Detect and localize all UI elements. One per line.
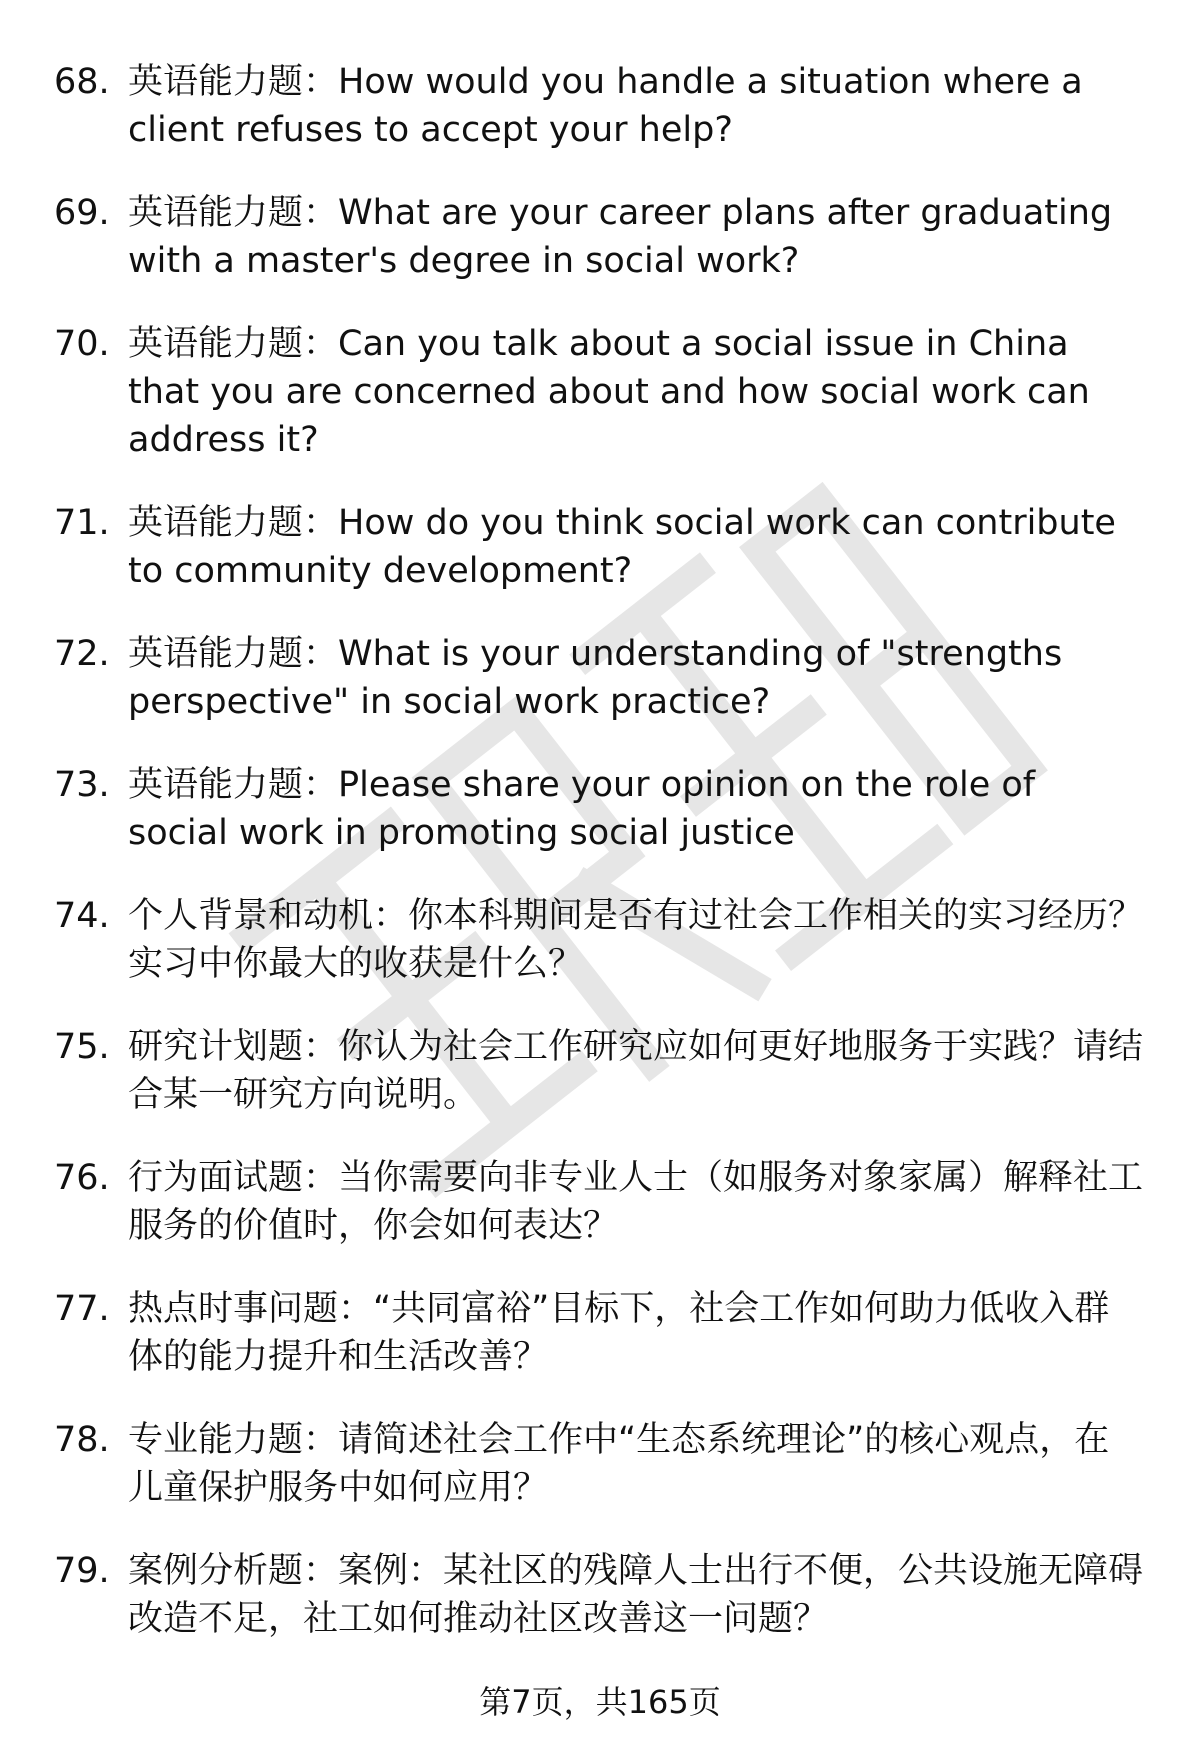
question-number: 75. (54, 1027, 110, 1067)
question-category: 英语能力题： (128, 62, 339, 102)
question-list (54, 58, 1144, 1678)
question-body (128, 1416, 1144, 1512)
question-body (128, 58, 1144, 154)
question-number: 70. (54, 324, 110, 364)
question-text: 案例：某社区的残障人士出行不便，公共设施无障碍改造不足，社工如何推动社区改善这一问题？ (128, 1551, 1144, 1639)
question-category: 行为面试题： (128, 1158, 339, 1198)
question-text: Can you talk about a social issue in China that you are concerned about and how social work can address it? (128, 324, 1090, 460)
question-text: 你本科期间是否有过社会工作相关的实习经历？实习中你最大的收获是什么？ (128, 896, 1144, 984)
question-item-70 (54, 320, 1144, 464)
question-item-75 (54, 1023, 1144, 1119)
question-number: 71. (54, 503, 110, 543)
question-item-79 (54, 1547, 1144, 1643)
question-number: 76. (54, 1158, 110, 1198)
question-body (128, 1285, 1144, 1381)
question-category: 英语能力题： (128, 324, 339, 364)
question-item-76 (54, 1154, 1144, 1250)
question-body (128, 189, 1144, 285)
question-body (128, 1547, 1144, 1643)
question-number: 77. (54, 1289, 110, 1329)
question-item-73 (54, 761, 1144, 857)
question-text: 请简述社会工作中“生态系统理论”的核心观点，在儿童保护服务中如何应用？ (128, 1420, 1110, 1508)
question-category: 专业能力题： (128, 1420, 339, 1460)
question-number: 79. (54, 1551, 110, 1591)
question-text: “共同富裕”目标下，社会工作如何助力低收入群体的能力提升和生活改善？ (128, 1289, 1110, 1377)
question-body (128, 1023, 1144, 1119)
question-number: 69. (54, 193, 110, 233)
question-item-72 (54, 630, 1144, 726)
question-body (128, 499, 1144, 595)
question-category: 案例分析题： (128, 1551, 339, 1591)
question-category: 英语能力题： (128, 634, 339, 674)
question-body (128, 1154, 1144, 1250)
question-body (128, 761, 1144, 857)
question-category: 英语能力题： (128, 765, 339, 805)
question-item-78 (54, 1416, 1144, 1512)
question-body (128, 320, 1144, 464)
question-item-71 (54, 499, 1144, 595)
question-item-74 (54, 892, 1144, 988)
question-category: 热点时事问题： (128, 1289, 374, 1329)
question-text: Please share your opinion on the role of social work in promoting social justice (128, 765, 1036, 853)
question-category: 英语能力题： (128, 503, 339, 543)
question-text: How would you handle a situation where a client refuses to accept your help? (128, 62, 1083, 150)
question-number: 68. (54, 62, 110, 102)
question-text: 当你需要向非专业人士（如服务对象家属）解释社工服务的价值时，你会如何表达？ (128, 1158, 1144, 1246)
question-text: 你认为社会工作研究应如何更好地服务于实践？请结合某一研究方向说明。 (128, 1027, 1144, 1115)
question-text: What is your understanding of "strengths perspective" in social work practice? (128, 634, 1063, 722)
question-body (128, 892, 1144, 988)
question-number: 74. (54, 896, 110, 936)
page-footer: 第7页，共165页 (479, 1683, 721, 1721)
question-number: 72. (54, 634, 110, 674)
question-number: 73. (54, 765, 110, 805)
question-item-77 (54, 1285, 1144, 1381)
question-text: How do you think social work can contribute to community development? (128, 503, 1116, 591)
question-category: 研究计划题： (128, 1027, 339, 1067)
question-text: What are your career plans after graduating with a master's degree in social work? (128, 193, 1113, 281)
question-category: 个人背景和动机： (128, 896, 409, 936)
question-item-68 (54, 58, 1144, 154)
question-number: 78. (54, 1420, 110, 1460)
question-category: 英语能力题： (128, 193, 339, 233)
question-item-69 (54, 189, 1144, 285)
question-body (128, 630, 1144, 726)
